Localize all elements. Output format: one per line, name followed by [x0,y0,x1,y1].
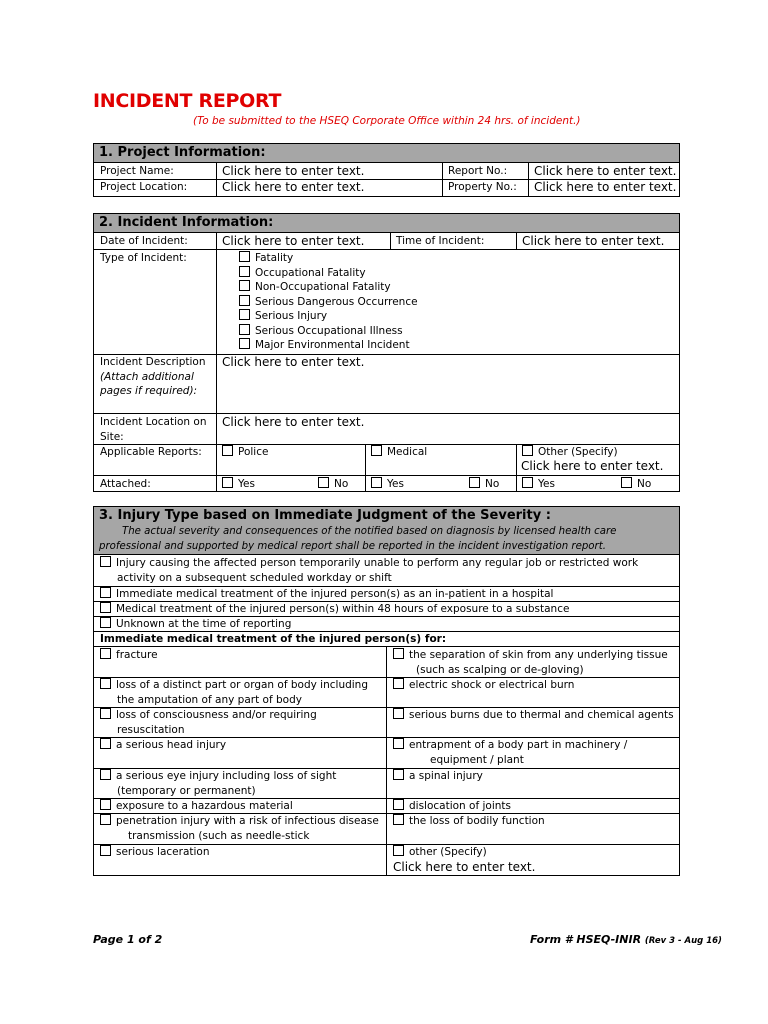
incident-description-field[interactable]: Click here to enter text. [222,355,365,369]
treatment-item-entrapment[interactable]: entrapment of a body part in machinery / equipment / plant [393,738,627,767]
checkbox[interactable] [393,648,404,659]
checkbox[interactable] [100,845,111,856]
checkbox[interactable] [239,338,250,349]
checkbox[interactable] [393,845,404,856]
injury-item-inpatient[interactable]: Immediate medical treatment of the injured person(s) as an in-patient in a hospital [100,587,553,602]
injury-item-exposure-48h[interactable]: Medical treatment of the injured person(s) within 48 hours of exposure to a substance [100,602,569,617]
treatment-heading: Immediate medical treatment of the injured person(s) for: [100,633,447,645]
time-of-incident-field[interactable]: Click here to enter text. [522,234,665,248]
checkbox[interactable] [393,678,404,689]
checkbox[interactable] [222,477,233,488]
checkbox[interactable] [371,477,382,488]
other-report-option[interactable]: Other (Specify) [522,445,618,460]
checkbox[interactable] [393,814,404,825]
treatment-item-skin-separation[interactable]: the separation of skin from any underlying tissue (such as scalping or de-gloving) [393,648,668,677]
incident-type-option[interactable]: Fatality [239,251,418,266]
checkbox[interactable] [621,477,632,488]
incident-type-option[interactable]: Non-Occupational Fatality [239,280,418,295]
attached-label: Attached: [100,478,151,490]
project-name-label: Project Name: [100,165,174,177]
treatment-item-fracture[interactable]: fracture [100,648,158,663]
time-of-incident-label: Time of Incident: [396,235,485,247]
section-3-heading: 3. Injury Type based on Immediate Judgment of the Severity : The actual severity and consequences of the notified based on diagnosis by licensed health care professional and supported by medical report shall be reported in the incident investigation report. [94,507,679,555]
treatment-item-eye-injury[interactable]: a serious eye injury including loss of sight (temporary or permanent) [100,769,336,798]
other-attached-yes[interactable]: Yes [522,477,555,492]
checkbox[interactable] [371,445,382,456]
incident-description-label: Incident Description (Attach additional pages if required): [100,356,206,397]
treatment-item-amputation[interactable]: loss of a distinct part or organ of body including the amputation of any part of body [100,678,368,707]
treatment-other-field[interactable]: Click here to enter text. [393,860,536,874]
checkbox[interactable] [239,266,250,277]
type-of-incident-label: Type of Incident: [100,252,187,264]
medical-attached-no[interactable]: No [469,477,499,492]
injury-item-unknown[interactable]: Unknown at the time of reporting [100,617,291,632]
medical-attached-yes[interactable]: Yes [371,477,404,492]
checkbox[interactable] [100,769,111,780]
checkbox[interactable] [100,602,111,613]
section-1-heading: 1. Project Information: [94,144,679,163]
checkbox[interactable] [100,648,111,659]
checkbox[interactable] [100,587,111,598]
checkbox[interactable] [100,738,111,749]
applicable-reports-label: Applicable Reports: [100,446,202,458]
checkbox[interactable] [393,708,404,719]
date-of-incident-field[interactable]: Click here to enter text. [222,234,365,248]
checkbox[interactable] [318,477,329,488]
form-number: Form # HSEQ-INIR (Rev 3 - Aug 16) [530,933,722,946]
treatment-item-spinal-injury[interactable]: a spinal injury [393,769,483,784]
property-no-label: Property No.: [448,181,517,193]
treatment-item-consciousness[interactable]: loss of consciousness and/or requiring resuscitation [100,708,317,737]
incident-type-option[interactable]: Serious Dangerous Occurrence [239,295,418,310]
section-2-heading: 2. Incident Information: [94,214,679,233]
treatment-item-other[interactable]: other (Specify) [393,845,487,860]
checkbox[interactable] [239,324,250,335]
other-report-field[interactable]: Click here to enter text. [521,459,664,473]
injury-item-temporarily-unable[interactable]: Injury causing the affected person temporarily unable to perform any regular job or restricted work activity on a subsequent scheduled workday or shift [100,556,670,585]
checkbox[interactable] [100,617,111,628]
project-information-table [93,143,680,197]
incident-location-field[interactable]: Click here to enter text. [222,415,365,429]
treatment-item-bodily-function[interactable]: the loss of bodily function [393,814,545,829]
checkbox[interactable] [100,556,111,567]
project-location-label: Project Location: [100,181,188,193]
checkbox[interactable] [522,477,533,488]
incident-type-option[interactable]: Serious Injury [239,309,418,324]
project-location-field[interactable]: Click here to enter text. [222,180,365,194]
checkbox[interactable] [100,678,111,689]
medical-report-option[interactable]: Medical [371,445,427,460]
checkbox[interactable] [239,295,250,306]
other-attached-no[interactable]: No [621,477,651,492]
treatment-item-laceration[interactable]: serious laceration [100,845,210,860]
page-subtitle: (To be submitted to the HSEQ Corporate Office within 24 hrs. of incident.) [193,115,581,127]
injury-type-table [93,506,680,876]
treatment-item-penetration[interactable]: penetration injury with a risk of infectious disease transmission (such as needle-stick [100,814,379,843]
incident-location-label: Incident Location on Site: [100,416,207,443]
incident-type-option[interactable]: Major Environmental Incident [239,338,418,353]
property-no-field[interactable]: Click here to enter text. [534,180,677,194]
police-report-option[interactable]: Police [222,445,268,460]
incident-type-option[interactable]: Serious Occupational Illness [239,324,418,339]
checkbox[interactable] [393,738,404,749]
incident-type-option[interactable]: Occupational Fatality [239,266,418,281]
treatment-item-electric-shock[interactable]: electric shock or electrical burn [393,678,574,693]
checkbox[interactable] [393,769,404,780]
treatment-item-dislocation[interactable]: dislocation of joints [393,799,511,814]
treatment-item-serious-burns[interactable]: serious burns due to thermal and chemical agents [393,708,674,723]
incident-type-list [239,251,418,353]
report-no-field[interactable]: Click here to enter text. [534,164,677,178]
police-attached-yes[interactable]: Yes [222,477,255,492]
checkbox[interactable] [393,799,404,810]
report-no-label: Report No.: [448,165,508,177]
checkbox[interactable] [469,477,480,488]
checkbox[interactable] [522,445,533,456]
checkbox[interactable] [239,309,250,320]
incident-information-table [93,213,680,492]
date-of-incident-label: Date of Incident: [100,235,188,247]
project-name-field[interactable]: Click here to enter text. [222,164,365,178]
page-number: Page 1 of 2 [93,933,163,946]
treatment-item-head-injury[interactable]: a serious head injury [100,738,226,753]
checkbox[interactable] [222,445,233,456]
checkbox[interactable] [100,814,111,825]
checkbox[interactable] [239,251,250,262]
checkbox[interactable] [100,708,111,719]
police-attached-no[interactable]: No [318,477,348,492]
page-title: INCIDENT REPORT [93,90,282,112]
checkbox[interactable] [239,280,250,291]
treatment-item-hazardous-material[interactable]: exposure to a hazardous material [100,799,293,814]
checkbox[interactable] [100,799,111,810]
